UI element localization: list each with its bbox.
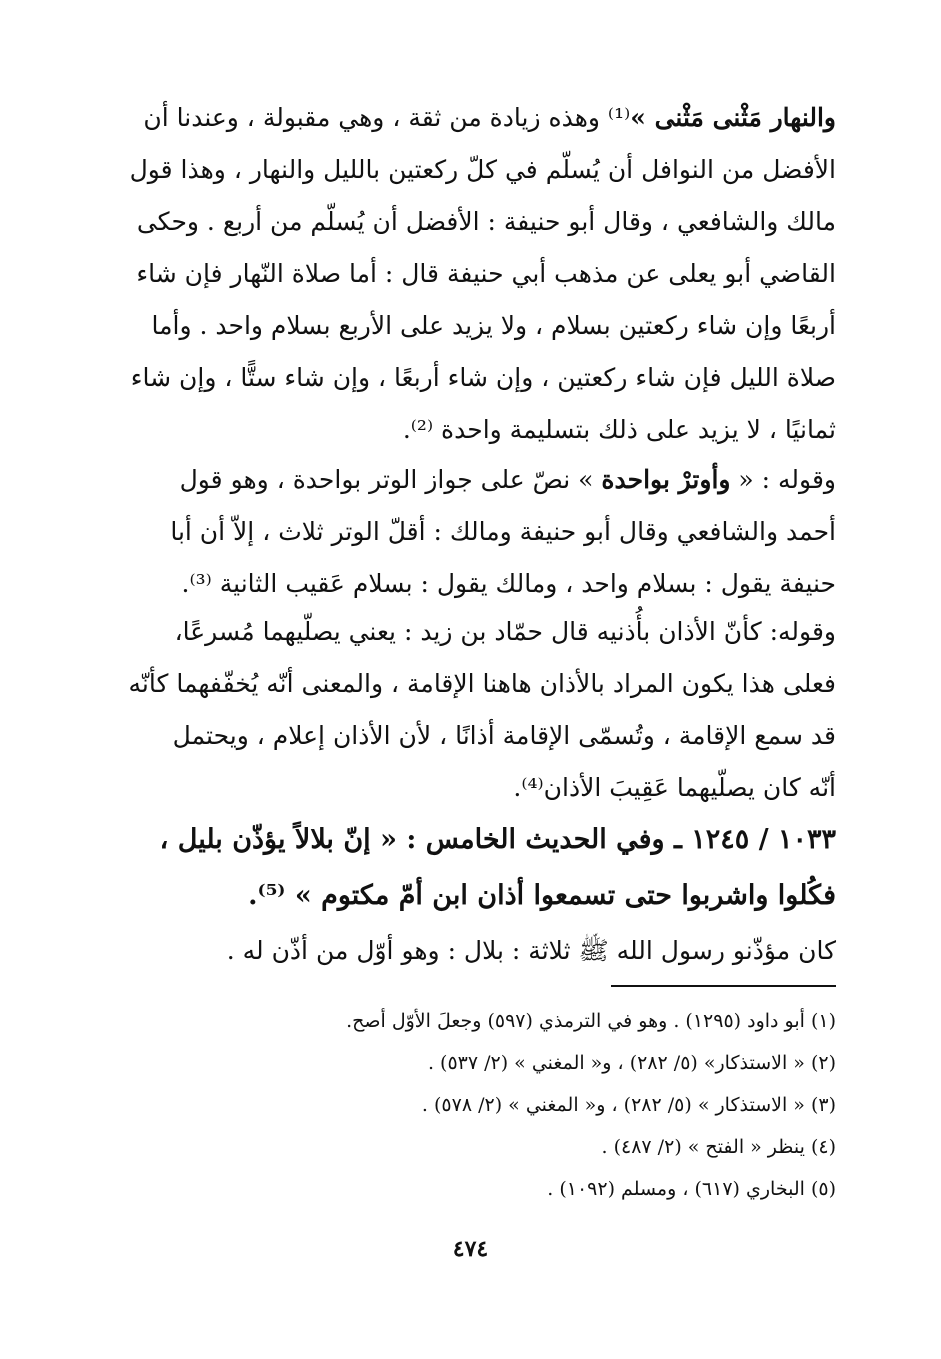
commentary-paragraph-2 <box>106 454 836 610</box>
footnote: (٣) « الاستذكار » (٥/ ٢٨٢) ، و« المغني » (٢/ ٥٧٨) . <box>421 1094 836 1116</box>
text-line: فعلى هذا يكون المراد بالأذان هاهنا الإقامة ، والمعنى أنّه يُخفّفهما كأنّه <box>128 669 836 698</box>
text-line: مالك والشافعي ، وقال أبو حنيفة : الأفضل أن يُسلّم من أربع . وحكى <box>136 207 836 236</box>
hadith-quote: والنهار مَثْنى مَثْنى » <box>630 103 836 132</box>
text-line: أنّه كان يصلّيهما عَقِيبَ الأذان⁽⁴⁾. <box>513 773 836 802</box>
text-line: الأفضل من النوافل أن يُسلّم في كلّ ركعتين بالليل والنهار ، وهذا قول <box>129 155 836 184</box>
text-line: فكُلوا واشربوا حتى تسمعوا أذان ابن أمّ مكتوم » ⁽⁵⁾. <box>248 880 836 911</box>
text-line: حنيفة يقول : بسلام واحد ، ومالك يقول : بسلام عَقيب الثانية ⁽³⁾. <box>181 569 836 598</box>
text-line: أحمد والشافعي وقال أبو حنيفة ومالك : أقلّ الوتر ثلاث ، إلاّ أن أبا <box>170 517 836 546</box>
footnotes <box>106 1000 836 1210</box>
text-line: وقوله : « وأوترْ بواحدة » نصّ على جواز الوتر بواحدة ، وهو قول <box>179 465 836 494</box>
page-number: ٤٧٤ <box>452 1236 489 1262</box>
footnote-divider <box>611 985 836 987</box>
commentary-paragraph-4 <box>106 925 836 977</box>
text-line: كان مؤذّنو رسول الله ﷺ ثلاثة : بلال : وهو أوّل من أذّن له . <box>226 936 836 965</box>
text-line: أربعًا وإن شاء ركعتين بسلام ، ولا يزيد على الأربع بسلام واحد . وأما <box>151 311 836 340</box>
commentary-paragraph-1 <box>106 92 836 456</box>
hadith-quote: وأوترْ بواحدة <box>601 465 731 494</box>
footnote: (٤) ينظر « الفتح » (٢/ ٤٨٧) . <box>601 1136 836 1158</box>
hadith-heading <box>106 812 836 924</box>
text-line: والنهار مَثْنى مَثْنى »⁽¹⁾ وهذه زيادة من ثقة ، وهي مقبولة ، وعندنا أن <box>143 103 836 132</box>
footnote: (٢) « الاستذكار» (٥/ ٢٨٢) ، و« المغني » (٢/ ٥٣٧) . <box>427 1052 836 1074</box>
commentary-paragraph-3 <box>106 606 836 814</box>
footnote: (١) أبو داود (١٢٩٥) . وهو في الترمذي (٥٩٧) وجعلَ الأوّل أصح. <box>346 1010 836 1032</box>
text-line: قد سمع الإقامة ، وتُسمّى الإقامة أذانًا ، لأن الأذان إعلام ، ويحتمل <box>172 721 836 750</box>
text-line: القاضي أبو يعلى عن مذهب أبي حنيفة قال : أما صلاة النّهار فإن شاء <box>136 259 836 288</box>
text-line: وقوله: كأنّ الأذان بأُذنيه قال حمّاد بن زيد : يعني يصلّيهما مُسرعًا، <box>174 617 836 646</box>
footnote: (٥) البخاري (٦١٧) ، ومسلم (١٠٩٢) . <box>547 1178 836 1200</box>
text-line: ١٠٣٣ / ١٢٤٥ ـ وفي الحديث الخامس : « إنّ بلالاً يؤذّن بليل ، <box>159 824 836 855</box>
text-line: ثمانيًا ، لا يزيد على ذلك بتسليمة واحدة ⁽²⁾. <box>402 415 836 444</box>
text-line: صلاة الليل فإن شاء ركعتين ، وإن شاء أربعًا ، وإن شاء ستًّا ، وإن شاء <box>130 363 836 392</box>
